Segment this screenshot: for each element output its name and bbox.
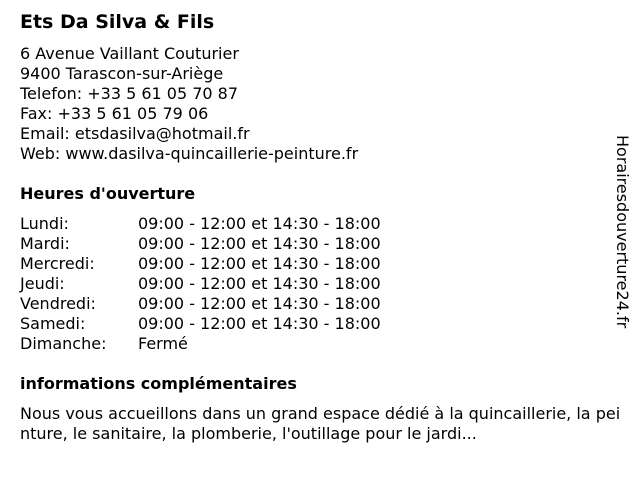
hours-day: Jeudi: (20, 274, 65, 293)
info-heading: informations complémentaires (20, 374, 297, 393)
hours-table (20, 214, 381, 354)
address-line-2: 9400 Tarascon-sur-Ariège (20, 64, 224, 83)
website: Web: www.dasilva-quincaillerie-peinture.fr (20, 144, 359, 163)
hours-time: 09:00 - 12:00 et 14:30 - 18:00 (138, 314, 381, 333)
hours-row-thursday (20, 274, 381, 294)
contact-block (20, 44, 358, 164)
hours-row-monday (20, 214, 381, 234)
hours-day: Mardi: (20, 234, 70, 253)
phone: Telefon: +33 5 61 05 70 87 (20, 84, 239, 103)
business-name: Ets Da Silva & Fils (20, 11, 215, 33)
hours-row-friday (20, 294, 381, 314)
hours-time: Fermé (138, 334, 188, 353)
fax: Fax: +33 5 61 05 79 06 (20, 104, 209, 123)
hours-time: 09:00 - 12:00 et 14:30 - 18:00 (138, 214, 381, 233)
hours-day: Samedi: (20, 314, 86, 333)
hours-day: Lundi: (20, 214, 69, 233)
site-watermark: Horairesdouverture24.fr (613, 135, 632, 329)
hours-row-wednesday (20, 254, 381, 274)
hours-time: 09:00 - 12:00 et 14:30 - 18:00 (138, 254, 381, 273)
hours-day: Vendredi: (20, 294, 96, 313)
address-line-1: 6 Avenue Vaillant Couturier (20, 44, 239, 63)
hours-heading: Heures d'ouverture (20, 184, 196, 203)
hours-time: 09:00 - 12:00 et 14:30 - 18:00 (138, 294, 381, 313)
hours-row-tuesday (20, 234, 381, 254)
hours-time: 09:00 - 12:00 et 14:30 - 18:00 (138, 234, 381, 253)
hours-row-sunday (20, 334, 381, 354)
info-text: Nous vous accueillons dans un grand espace dédié à la quincaillerie, la peinture, le sanitaire, la plomberie, l'outillage pour le jardi... (20, 404, 621, 443)
email: Email: etsdasilva@hotmail.fr (20, 124, 250, 143)
hours-day: Mercredi: (20, 254, 95, 273)
hours-row-saturday (20, 314, 381, 334)
hours-day: Dimanche: (20, 334, 107, 353)
hours-time: 09:00 - 12:00 et 14:30 - 18:00 (138, 274, 381, 293)
